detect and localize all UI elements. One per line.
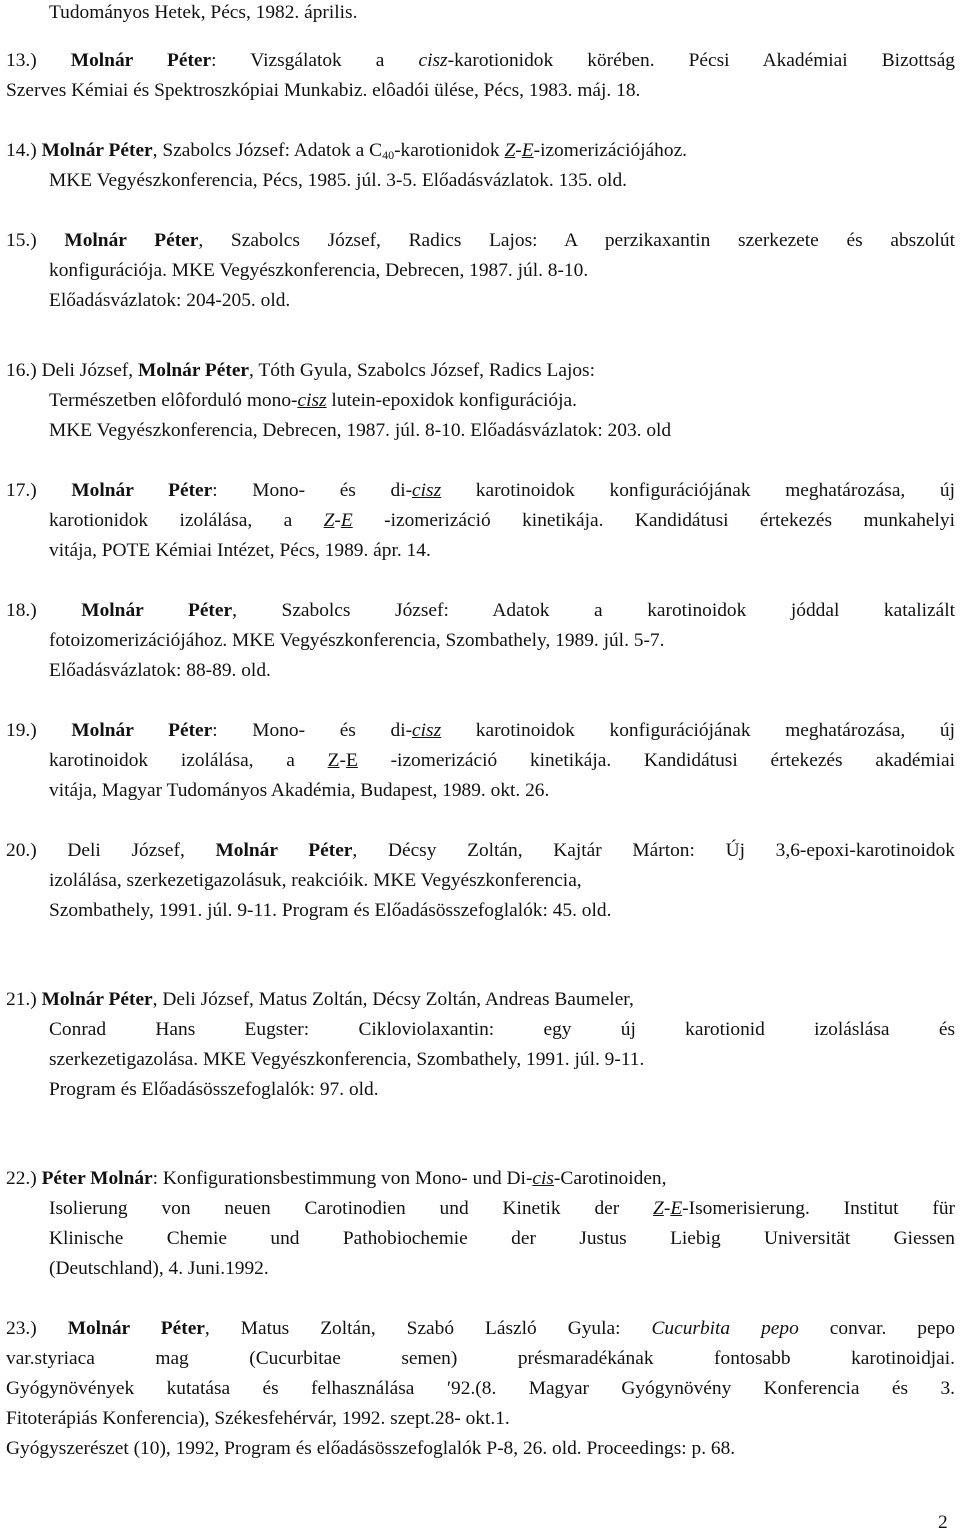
ref-20-line-2: izolálása, szerkezetigazolásuk, reakcióik. MKE Vegyészkonferencia, <box>49 870 582 891</box>
ref-16-line-2: Természetben elôforduló mono-cisz lutein-epoxidok konfigurációja. <box>49 390 577 411</box>
ref-21-line-3: szerkezetigazolása. MKE Vegyészkonferencia, Szombathely, 1991. júl. 9-11. <box>49 1049 645 1070</box>
ref-15-line-3: Előadásvázlatok: 204-205. old. <box>49 290 291 311</box>
ref-17-line-3: vitája, POTE Kémiai Intézet, Pécs, 1989. ápr. 14. <box>49 540 431 561</box>
ref-16-line-3: MKE Vegyészkonferencia, Debrecen, 1987. júl. 8-10. Előadásvázlatok: 203. old <box>49 420 672 441</box>
ref-13-line-1: 13.) Molnár Péter: Vizsgálatok a cisz-karotionidok körében. Pécsi Akadémiai Bizottság <box>6 50 955 71</box>
author-highlight: Molnár Péter <box>137 360 250 381</box>
ref-19-line-1: 19.) Molnár Péter: Mono- és di-cisz karotinoidok konfigurációjának meghatározása, új <box>6 720 955 741</box>
ref-16-line-1: 16.) Deli József, Molnár Péter, Tóth Gyula, Szabolcs József, Radics Lajos: <box>6 360 595 381</box>
ref-17-line-1: 17.) Molnár Péter: Mono- és di-cisz karotinoidok konfigurációjának meghatározása, új <box>6 480 955 501</box>
ref-19-line-3: vitája, Magyar Tudományos Akadémia, Budapest, 1989. okt. 26. <box>49 780 550 801</box>
ref-15-line-1: 15.) Molnár Péter, Szabolcs József, Radics Lajos: A perzikaxantin szerkezete és abszolút <box>6 230 955 251</box>
ref-20-line-3: Szombathely, 1991. júl. 9-11. Program és Előadásösszefoglalók: 45. old. <box>49 900 612 921</box>
author-highlight: Molnár Péter <box>215 840 353 861</box>
author-highlight: Molnár Péter <box>41 989 153 1010</box>
ref-23-line-3: Gyógynövények kutatása és felhasználása ′92.(8. Magyar Gyógynövény Konferencia és 3. <box>6 1378 955 1399</box>
ref-20-line-1: 20.) Deli József, Molnár Péter, Décsy Zoltán, Kajtár Márton: Új 3,6-epoxi-karotinoidok <box>6 840 955 861</box>
ref-21-line-2: Conrad Hans Eugster: Cikloviolaxantin: egy új karotionid izoláslása és <box>49 1019 955 1040</box>
ref-22-line-3: Klinische Chemie und Pathobiochemie der Justus Liebig Universität Giessen <box>49 1228 955 1249</box>
ref-15-line-2: konfigurációja. MKE Vegyészkonferencia, Debrecen, 1987. júl. 8-10. <box>49 260 589 281</box>
ref-17-line-2: karotionidok izolálása, a Z-E -izomerizáció kinetikája. Kandidátusi értekezés munkahelyi <box>49 510 955 531</box>
ref-14-line-2: MKE Vegyészkonferencia, Pécs, 1985. júl. 3-5. Előadásvázlatok. 135. old. <box>49 170 627 191</box>
ref-23-line-4: Fitoterápiás Konferencia), Székesfehérvár, 1992. szept.28- okt.1. <box>6 1408 510 1429</box>
ref-21-line-4: Program és Előadásösszefoglalók: 97. old. <box>49 1079 379 1100</box>
ref-22-line-1: 22.) Péter Molnár: Konfigurationsbestimmung von Mono- und Di-cis-Carotinoiden, <box>6 1168 667 1189</box>
ref-18-line-2: fotoizomerizációjához. MKE Vegyészkonferencia, Szombathely, 1989. júl. 5-7. <box>49 630 665 651</box>
author-highlight: Molnár Péter <box>67 1318 205 1339</box>
ref-19-line-2: karotinoidok izolálása, a Z-E -izomerizáció kinetikája. Kandidátusi értekezés akadémiai <box>49 750 956 771</box>
author-highlight: Molnár Péter <box>64 230 199 251</box>
ref-13-line-2: Szerves Kémiai és Spektroszkópiai Munkabiz. elôadói ülése, Pécs, 1983. máj. 18. <box>6 80 641 101</box>
ref-12-line-1: Tudományos Hetek, Pécs, 1982. április. <box>49 2 358 23</box>
author-highlight: Molnár Péter <box>41 140 153 161</box>
ref-23-line-1: 23.) Molnár Péter, Matus Zoltán, Szabó László Gyula: Cucurbita pepo convar. pepo <box>6 1318 955 1339</box>
author-highlight: Molnár Péter <box>70 50 212 71</box>
ref-18-line-3: Előadásvázlatok: 88-89. old. <box>49 660 271 681</box>
ref-14-line-1: 14.) Molnár Péter, Szabolcs József: Adatok a $C_{40}$-karotionidok Z-E-izomerizációjához. <box>6 140 688 162</box>
page-number: 2 <box>938 1512 948 1533</box>
author-highlight: Molnár Péter <box>81 600 233 621</box>
author-highlight: Molnár Péter <box>71 480 213 501</box>
ref-22-line-2: Isolierung von neuen Carotinodien und Kinetik der Z-E-Isomerisierung. Institut für <box>49 1198 955 1219</box>
ref-23-line-2: var.styriaca mag (Cucurbitae semen) présmaradékának fontosabb karotinoidjai. <box>6 1348 955 1369</box>
ref-22-line-4: (Deutschland), 4. Juni.1992. <box>49 1258 269 1279</box>
ref-18-line-1: 18.) Molnár Péter, Szabolcs József: Adatok a karotinoidok jóddal katalizált <box>6 600 955 621</box>
ref-21-line-1: 21.) Molnár Péter, Deli József, Matus Zoltán, Décsy Zoltán, Andreas Baumeler, <box>6 989 634 1010</box>
author-highlight: Péter Molnár <box>41 1168 153 1189</box>
author-highlight: Molnár Péter <box>71 720 213 741</box>
ref-23-line-5: Gyógyszerészet (10), 1992, Program és előadásösszefoglalók P-8, 26. old. Proceedings: p. 68. <box>6 1438 736 1459</box>
